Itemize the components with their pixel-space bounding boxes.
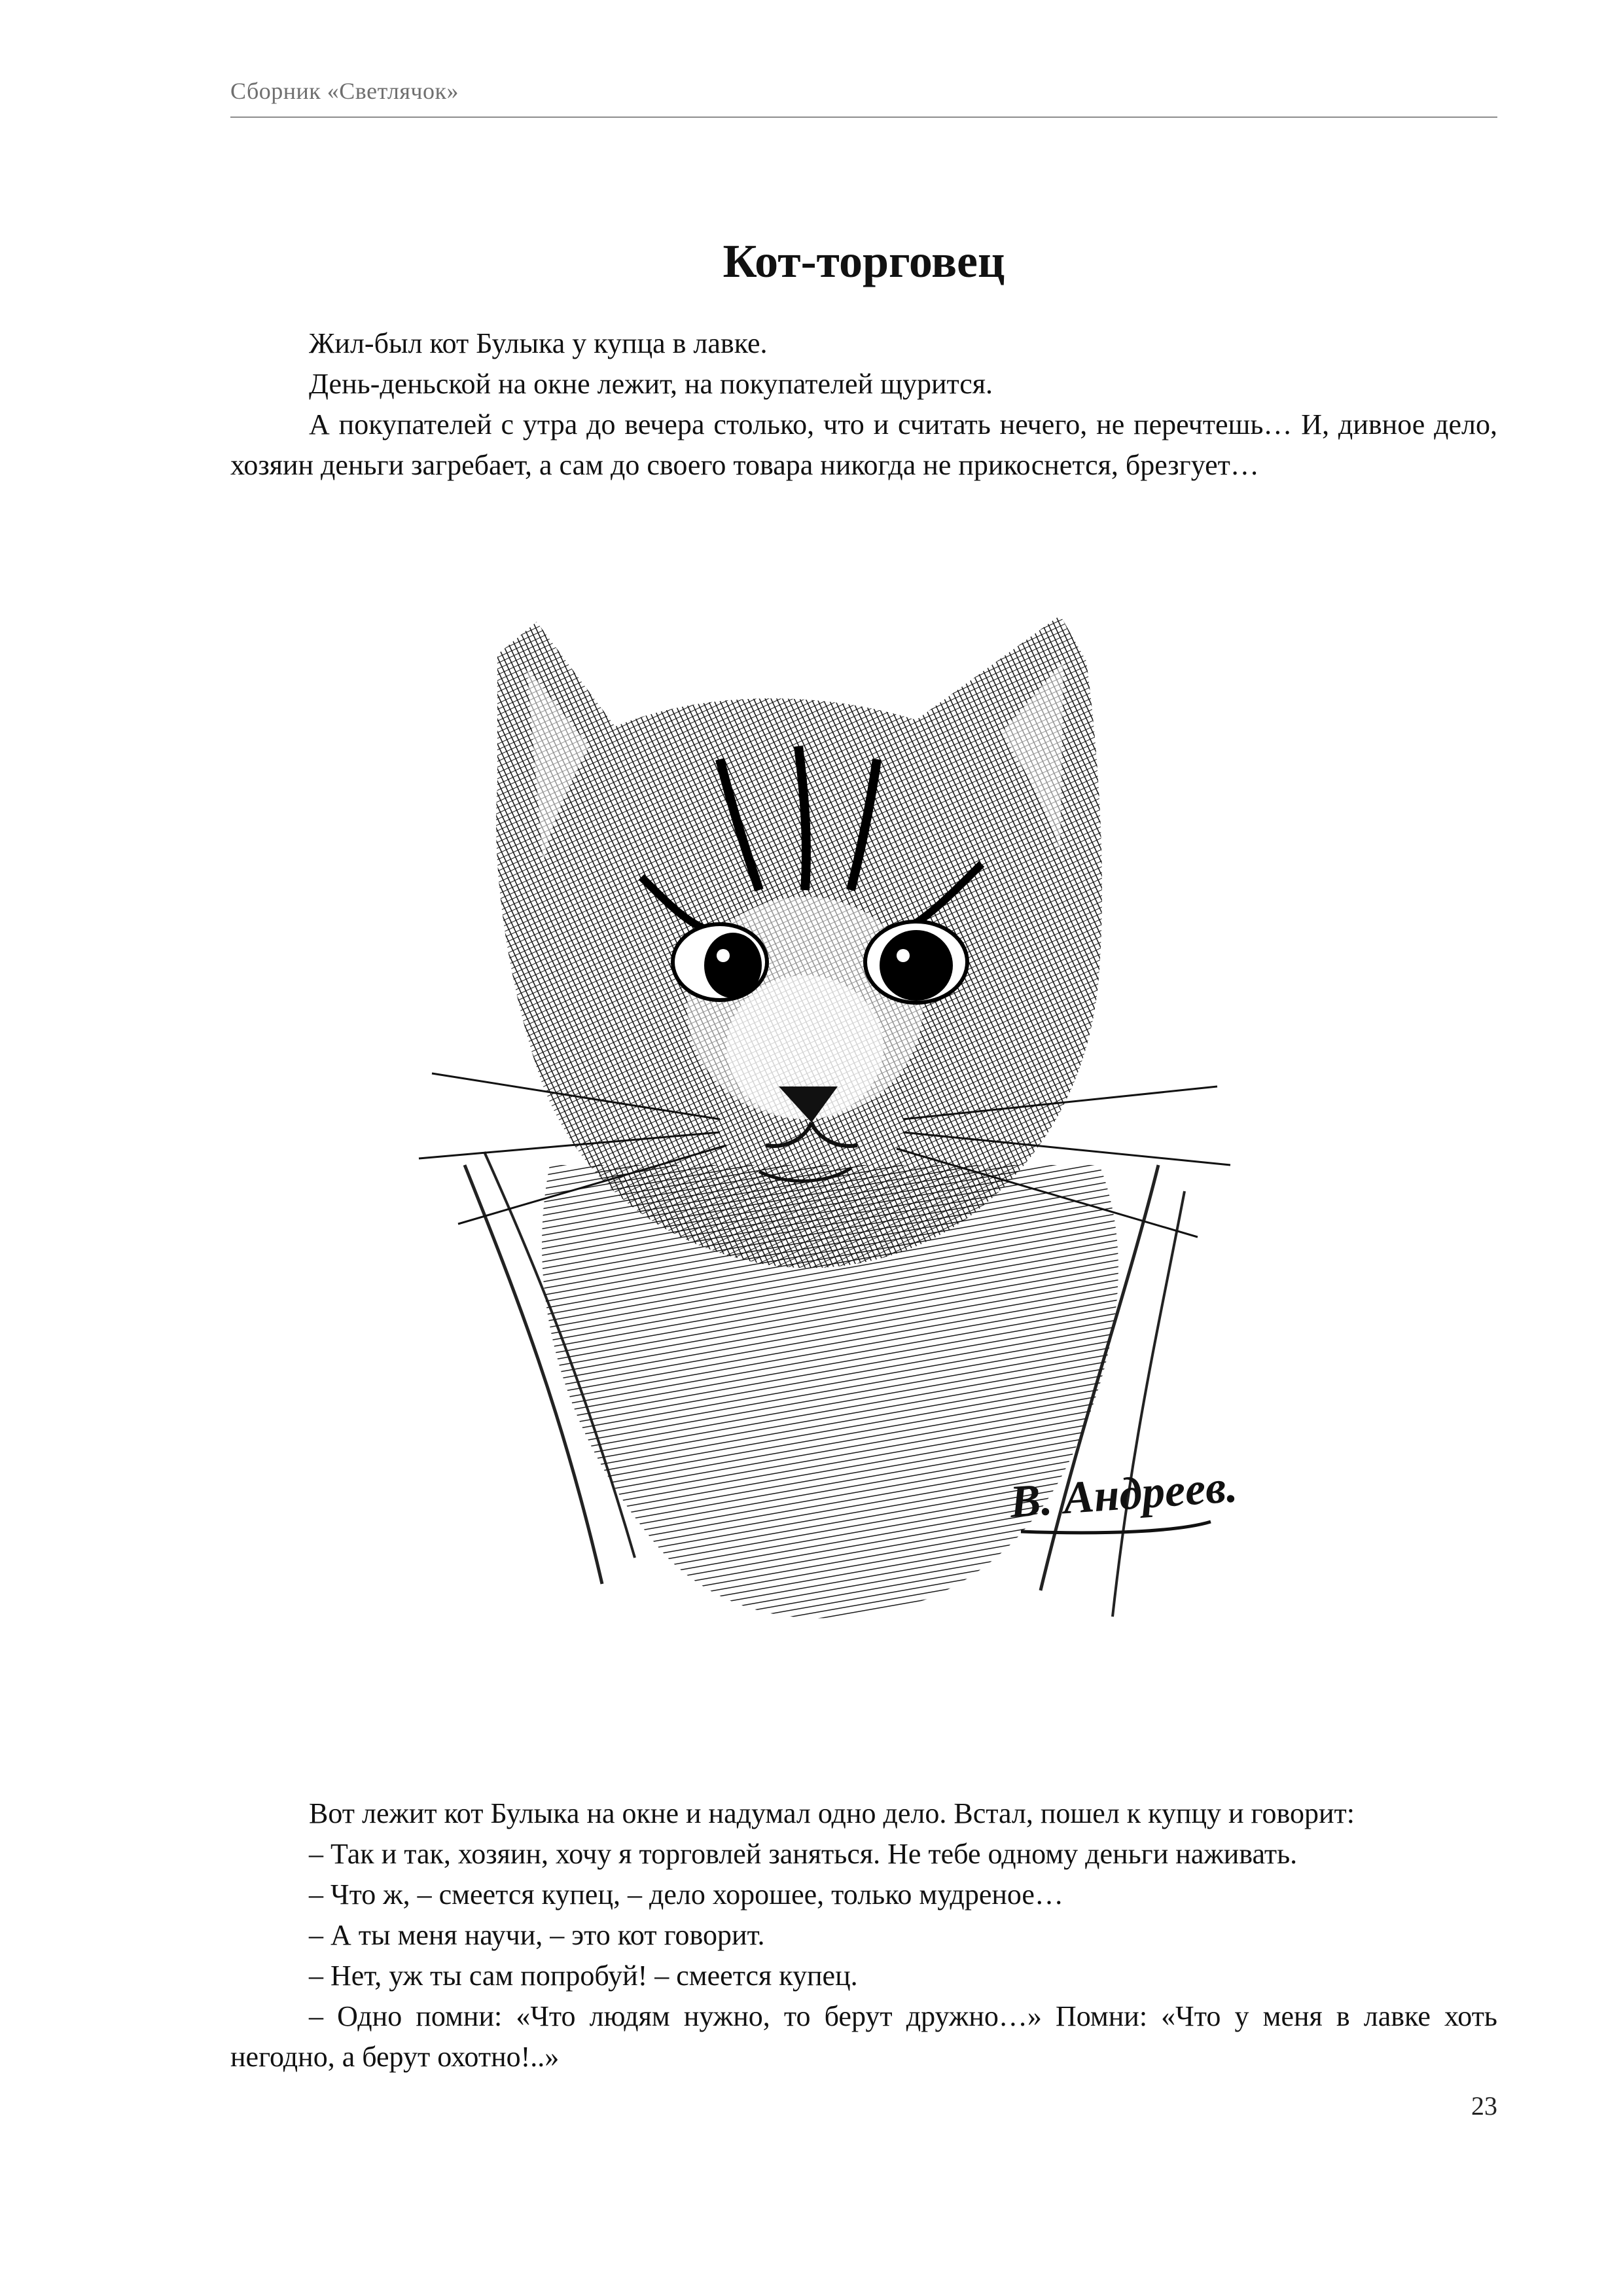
paragraph: А покупателей с утра до вечера столько, что и считать нечего, не перечтешь… И, дивное дело, хозяин деньги загребает, а сам до своего товара никогда не прикоснется, брезгует…: [230, 408, 1497, 481]
running-header: [230, 73, 1497, 118]
story-title: Кот-торговец: [722, 235, 1005, 287]
paragraph: Вот лежит кот Булыка на окне и надумал одно дело. Встал, пошел к купцу и говорит:: [309, 1797, 1355, 1829]
running-header-title: Сборник «Светлячок»: [230, 78, 459, 104]
paragraph: – Одно помни: «Что людям нужно, то берут дружно…» Помни: «Что у меня в лавке хоть негодно, а берут охотно!..»: [230, 2000, 1497, 2073]
paragraph: – Так и так, хозяин, хочу я торговлей заняться. Не тебе одному деньги наживать.: [309, 1838, 1298, 1870]
story-intro: [230, 323, 1497, 486]
cat-illustration: [353, 511, 1283, 1721]
page-number: 23: [1471, 2091, 1497, 2121]
paragraph: – Нет, уж ты сам попробуй! – смеется купец.: [309, 1960, 858, 1992]
artist-signature: В. Андреев.: [1008, 1461, 1240, 1528]
paragraph: – А ты меня научи, – это кот говорит.: [309, 1919, 765, 1951]
paragraph: Жил-был кот Булыка у купца в лавке.: [309, 327, 768, 359]
paragraph: – Что ж, – смеется купец, – дело хорошее, только мудреное…: [309, 1878, 1063, 1910]
paragraph: День-деньской на окне лежит, на покупателей щурится.: [309, 368, 993, 400]
story-continuation: [230, 1793, 1497, 2077]
